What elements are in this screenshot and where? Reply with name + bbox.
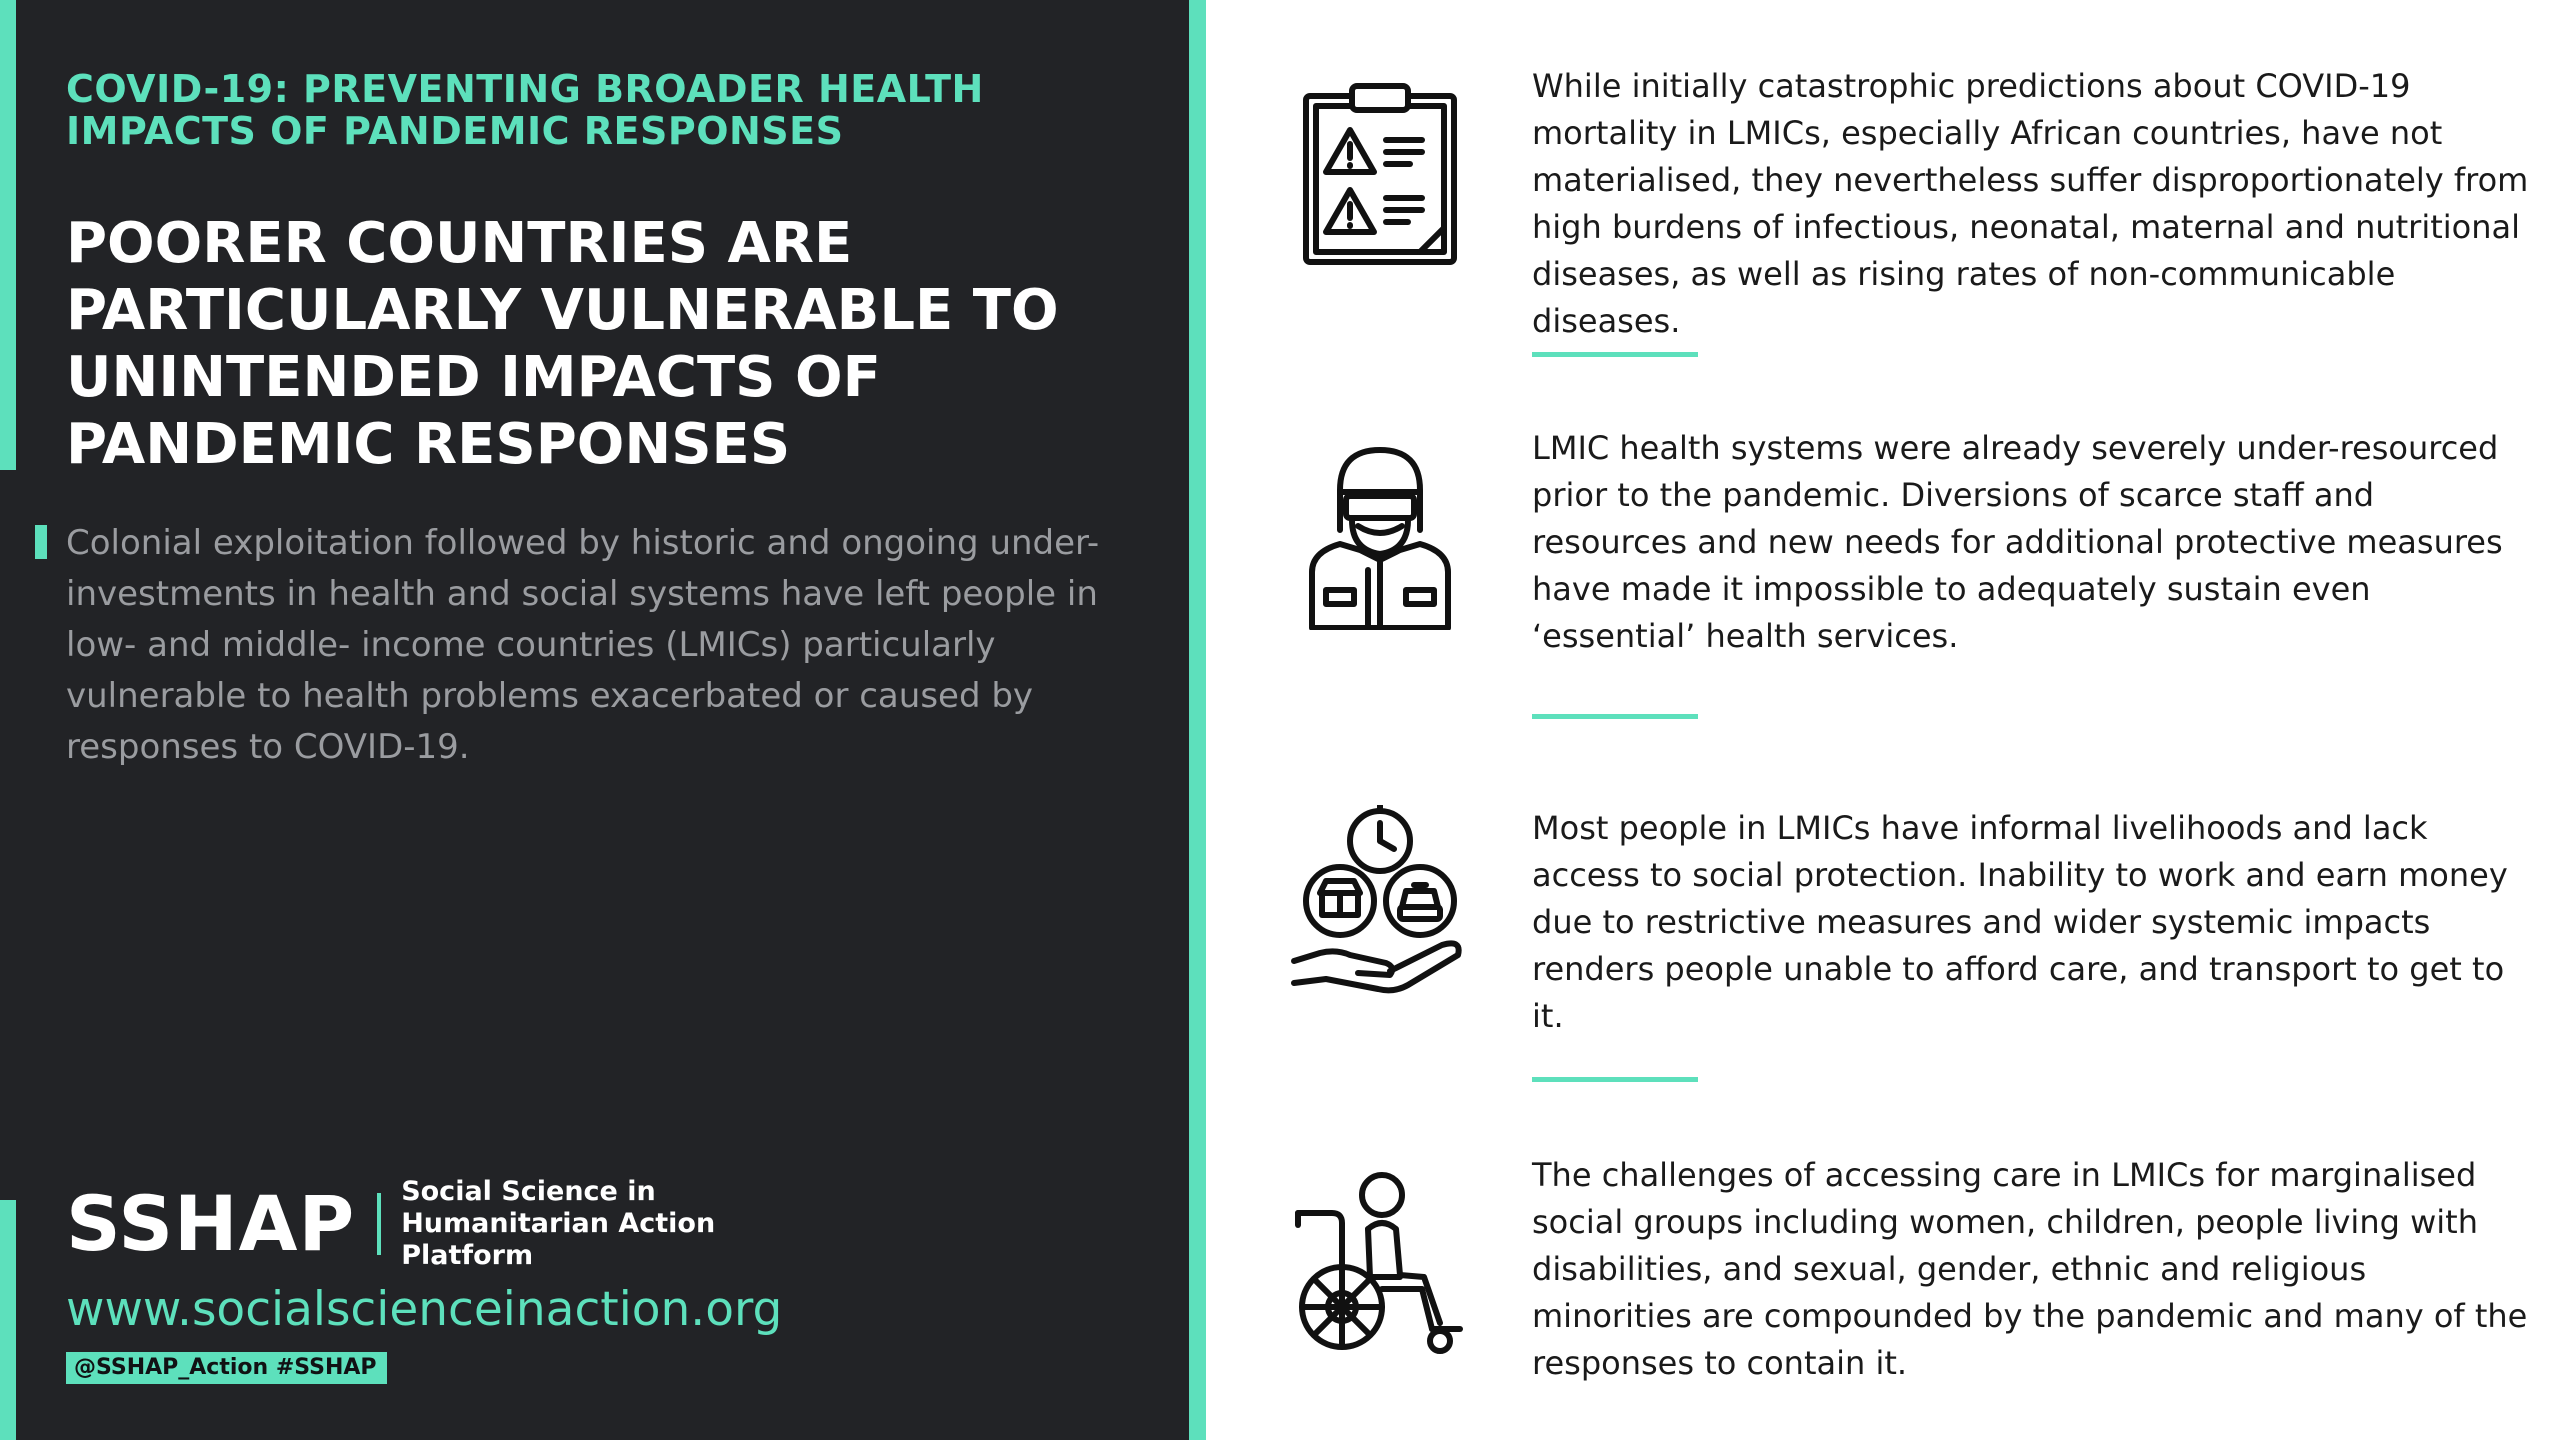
website-link[interactable]: www.socialscienceinaction.org: [66, 1282, 783, 1337]
clipboard-warning-icon: [1290, 80, 1470, 270]
brand-block: [66, 1176, 821, 1271]
item-text-mortality: While initially catastrophic predictions about COVID-19 mortality in LMICs, especially African countries, have not materialised, they nevertheless suffer disproportionately from high burdens of infectious, neonatal, maternal and nutritional diseases, as well as rising rates of non-communicable diseases.: [1532, 67, 2529, 340]
brand-name: Social Science in Humanitarian Action Platform: [401, 1176, 716, 1271]
separator-line: [1532, 714, 1698, 719]
brand-separator: [377, 1193, 381, 1255]
wheelchair-user-icon: [1290, 1165, 1470, 1355]
page-title: POORER COUNTRIES ARE PARTICULARLY VULNERABLE TO UNINTENDED IMPACTS OF PANDEMIC RESPONSES: [66, 211, 1059, 477]
item-text-marginalised-groups: The challenges of accessing care in LMICs for marginalised social groups including women, children, people living with disabilities, and sexual, gender, ethnic and religious minorities are compounded by the pandemic and many of the responses to contain it.: [1532, 1156, 2528, 1382]
separator-line: [1532, 352, 1698, 357]
quote-marker: [35, 525, 47, 559]
social-handle-badge[interactable]: @SSHAP_Action #SSHAP: [66, 1352, 387, 1384]
brand-logo: SSHAP: [66, 1179, 356, 1268]
kicker-title: COVID-19: PREVENTING BROADER HEALTH IMPACTS OF PANDEMIC RESPONSES: [66, 67, 984, 153]
item-text-health-systems: LMIC health systems were already severely under-resourced prior to the pandemic. Diversions of scarce staff and resources and new needs for additional protective measures have made it impossible to adequately sustain even ‘essential’ health services.: [1532, 429, 2503, 655]
divider-bar: [1189, 0, 1206, 1440]
intro-paragraph: Colonial exploitation followed by historic and ongoing under-investments in health and social systems have left people in low- and middle- income countries (LMICs) particularly vulnerable to health problems exacerbated or caused by responses to COVID-19.: [66, 523, 1100, 767]
hand-livelihoods-icon: [1290, 805, 1470, 995]
separator-line: [1532, 1077, 1698, 1082]
health-worker-ppe-icon: [1290, 440, 1470, 630]
accent-bar-bottom: [0, 1200, 16, 1440]
accent-bar-top: [0, 0, 16, 470]
item-text-livelihoods: Most people in LMICs have informal livelihoods and lack access to social protection. Inability to work and earn money due to restrictive measures and wider systemic impacts renders people unable to afford care, and transport to get to it.: [1532, 809, 2508, 1035]
